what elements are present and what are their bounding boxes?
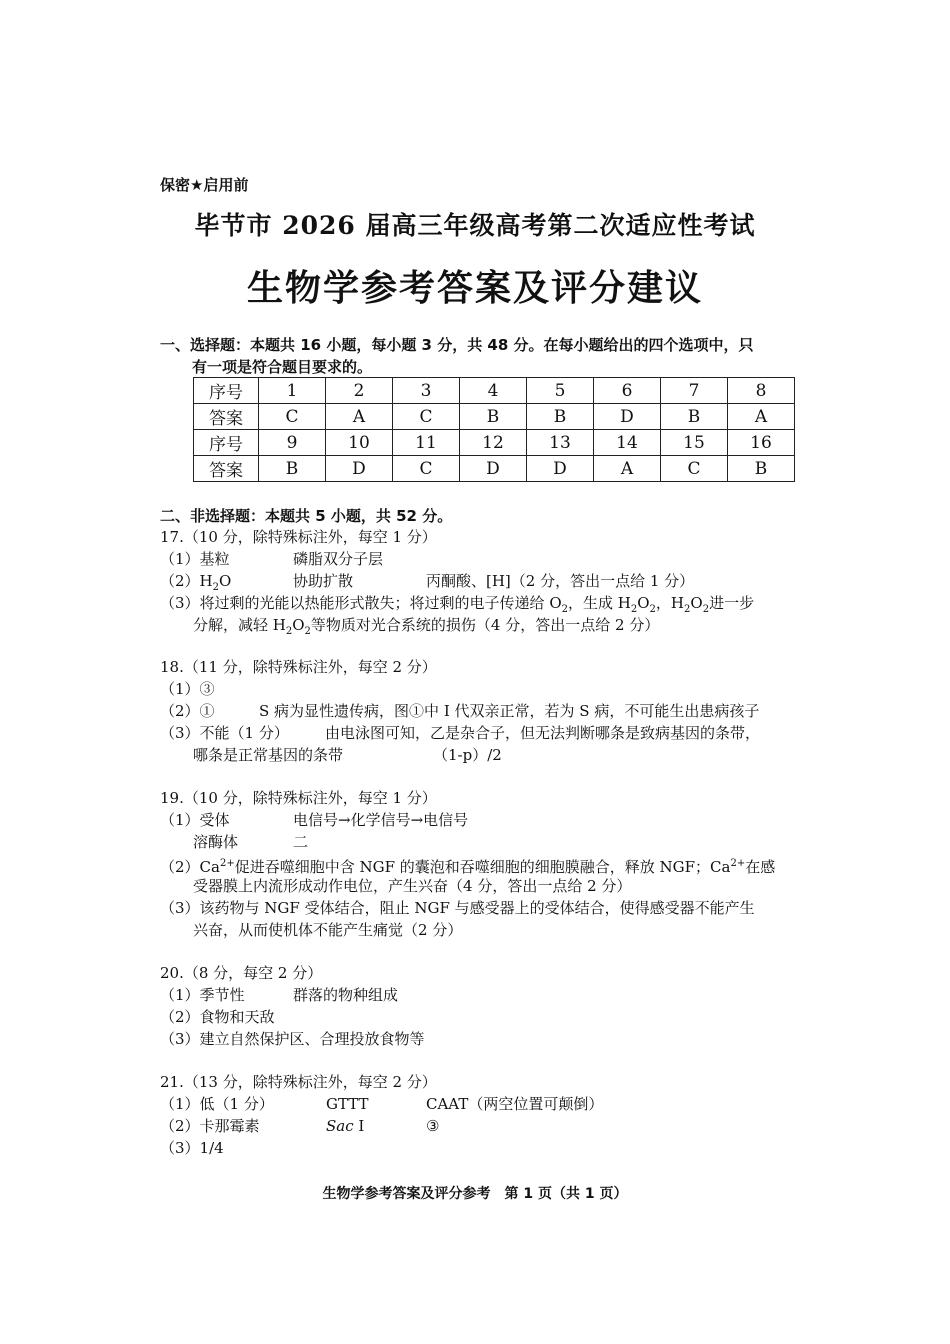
row-label: 序号	[194, 378, 259, 404]
q21-answer-2c: ③	[426, 1117, 440, 1135]
table-cell: 11	[393, 430, 460, 456]
q21-answer-2b	[326, 1115, 364, 1137]
table-cell: 8	[728, 378, 795, 404]
q20-answer-1a: （1）季节性	[160, 986, 245, 1004]
table-cell: B	[661, 404, 728, 430]
table-cell: 15	[661, 430, 728, 456]
text-run: （2）H	[160, 572, 213, 590]
subscript: 2	[630, 604, 638, 615]
text-run: 促进吞噬细胞中含 NGF 的囊泡和吞噬细胞的细胞膜融合，释放 NGF；Ca	[234, 858, 731, 876]
q18-answer-3a: （3）不能（1 分）	[160, 724, 289, 742]
subscript: 2	[702, 604, 710, 615]
table-cell: D	[460, 456, 527, 482]
text-run: I	[353, 1117, 365, 1135]
confidential-label: 保密★启用前	[160, 176, 249, 194]
page-footer: 生物学参考答案及评分参考 第 1 页（共 1 页）	[322, 1186, 628, 1202]
row-label: 序号	[194, 430, 259, 456]
text-run: O	[637, 594, 650, 612]
q19-answer-1a: （1）受体	[160, 811, 230, 829]
text-run: 分解，减轻 H	[193, 616, 286, 634]
table-cell: 10	[326, 430, 393, 456]
q19-answer-1b: 电信号→化学信号→电信号	[293, 811, 469, 829]
table-cell: D	[527, 456, 594, 482]
text-run: ，H	[655, 594, 685, 612]
subscript: 2	[285, 626, 293, 637]
table-row	[194, 378, 795, 404]
table-cell: B	[259, 456, 326, 482]
exam-title: 毕节市 2026 届高三年级高考第二次适应性考试	[194, 211, 756, 240]
q17-answer-1a: （1）基粒	[160, 550, 230, 568]
q18-answer-3c: 哪条是正常基因的条带	[193, 746, 344, 764]
answer-table	[193, 377, 795, 482]
q18-answer-3b: 由电泳图可知，乙是杂合子，但无法判断哪条是致病基因的条带，	[325, 724, 761, 742]
subscript: 2	[649, 604, 656, 615]
q21-answer-1c: CAAT（两空位置可颠倒）	[426, 1095, 604, 1113]
table-cell: C	[393, 404, 460, 430]
subscript: 2	[212, 582, 219, 593]
q18-answer-2a: （2）①	[160, 702, 215, 720]
q19-answer-2-cont: 受器膜上内流形成动作电位，产生兴奋（4 分，答出一点给 2 分）	[193, 877, 632, 895]
section1-heading-line2: 有一项是符合题目要求的。	[192, 358, 373, 376]
q18-answer-2b: S 病为显性遗传病，图①中 I 代双亲正常，若为 S 病，不可能生出患病孩子	[259, 702, 760, 720]
table-row	[194, 404, 795, 430]
table-cell: D	[326, 456, 393, 482]
text-run: （2）Ca	[160, 858, 220, 876]
section1-heading	[160, 334, 800, 378]
q18-answer-1: （1）③	[160, 680, 215, 698]
table-cell: C	[259, 404, 326, 430]
q17-answer-3-cont	[193, 614, 659, 643]
q21-answer-3: （3）1/4	[160, 1139, 224, 1157]
q19-answer-3: （3）该药物与 NGF 受体结合，阻止 NGF 与感受器上的受体结合，使得感受器不能产生	[160, 899, 755, 917]
table-cell: B	[460, 404, 527, 430]
q21-answer-1a: （1）低（1 分）	[160, 1095, 274, 1113]
text-run: 进一步	[709, 594, 755, 612]
table-row	[194, 456, 795, 482]
text-run: O	[292, 616, 305, 634]
table-cell: 4	[460, 378, 527, 404]
row-label: 答案	[194, 456, 259, 482]
q17-answer-1b: 磷脂双分子层	[293, 550, 384, 568]
q20-answer-3: （3）建立自然保护区、合理投放食物等	[160, 1030, 425, 1048]
subscript: 2	[304, 626, 311, 637]
table-cell: A	[594, 456, 661, 482]
row-label: 答案	[194, 404, 259, 430]
table-cell: 9	[259, 430, 326, 456]
table-cell: C	[661, 456, 728, 482]
table-cell: A	[326, 404, 393, 430]
table-cell: 6	[594, 378, 661, 404]
text-run: O	[219, 572, 232, 590]
text-run: 在感	[745, 858, 776, 876]
q20-answer-1b: 群落的物种组成	[293, 986, 399, 1004]
q21-heading: 21.（13 分，除特殊标注外，每空 2 分）	[160, 1073, 437, 1091]
q19-answer-1d: 二	[293, 833, 309, 851]
table-cell: 16	[728, 430, 795, 456]
table-cell: 1	[259, 378, 326, 404]
q20-heading: 20.（8 分，每空 2 分）	[160, 964, 323, 982]
q17-answer-2c: 丙酮酸、[H]（2 分，答出一点给 1 分）	[426, 572, 695, 590]
text-run: O	[690, 594, 703, 612]
section2-heading: 二、非选择题：本题共 5 小题，共 52 分。	[160, 507, 453, 525]
q21-answer-1b: GTTT	[326, 1095, 369, 1113]
q19-answer-1c: 溶酶体	[193, 833, 239, 851]
section1-heading-line1: 一、选择题：本题共 16 小题，每小题 3 分，共 48 分。在每小题给出的四个选项中，只	[160, 336, 754, 354]
table-cell: D	[594, 404, 661, 430]
table-row	[194, 430, 795, 456]
table-cell: 14	[594, 430, 661, 456]
table-cell: 7	[661, 378, 728, 404]
table-cell: B	[527, 404, 594, 430]
subscript: 2	[561, 604, 568, 615]
q21-answer-2a: （2）卡那霉素	[160, 1117, 260, 1135]
q20-answer-2: （2）食物和天敌	[160, 1008, 275, 1026]
superscript: 2+	[219, 858, 235, 869]
q19-heading: 19.（10 分，除特殊标注外，每空 1 分）	[160, 789, 437, 807]
table-cell: 5	[527, 378, 594, 404]
q19-answer-3-cont: 兴奋，从而使机体不能产生痛觉（2 分）	[193, 921, 463, 939]
q18-answer-3d: （1-p）/2	[433, 746, 502, 764]
table-cell: C	[393, 456, 460, 482]
table-cell: 2	[326, 378, 393, 404]
q17-answer-2b: 协助扩散	[293, 572, 354, 590]
q17-heading: 17.（10 分，除特殊标注外，每空 1 分）	[160, 528, 437, 546]
text-run: 等物质对光合系统的损伤（4 分，答出一点给 2 分）	[310, 616, 660, 634]
table-cell: A	[728, 404, 795, 430]
superscript: 2+	[730, 858, 746, 869]
table-cell: 12	[460, 430, 527, 456]
text-run: （3）将过剩的光能以热能形式散失；将过剩的电子传递给 O	[160, 594, 562, 612]
q18-heading: 18.（11 分，除特殊标注外，每空 2 分）	[160, 658, 437, 676]
table-cell: 13	[527, 430, 594, 456]
text-run: Sac	[326, 1117, 354, 1135]
table-cell: B	[728, 456, 795, 482]
subscript: 2	[684, 604, 691, 615]
table-cell: 3	[393, 378, 460, 404]
text-run: ，生成 H	[568, 594, 631, 612]
document-title: 生物学参考答案及评分建议	[246, 267, 703, 309]
